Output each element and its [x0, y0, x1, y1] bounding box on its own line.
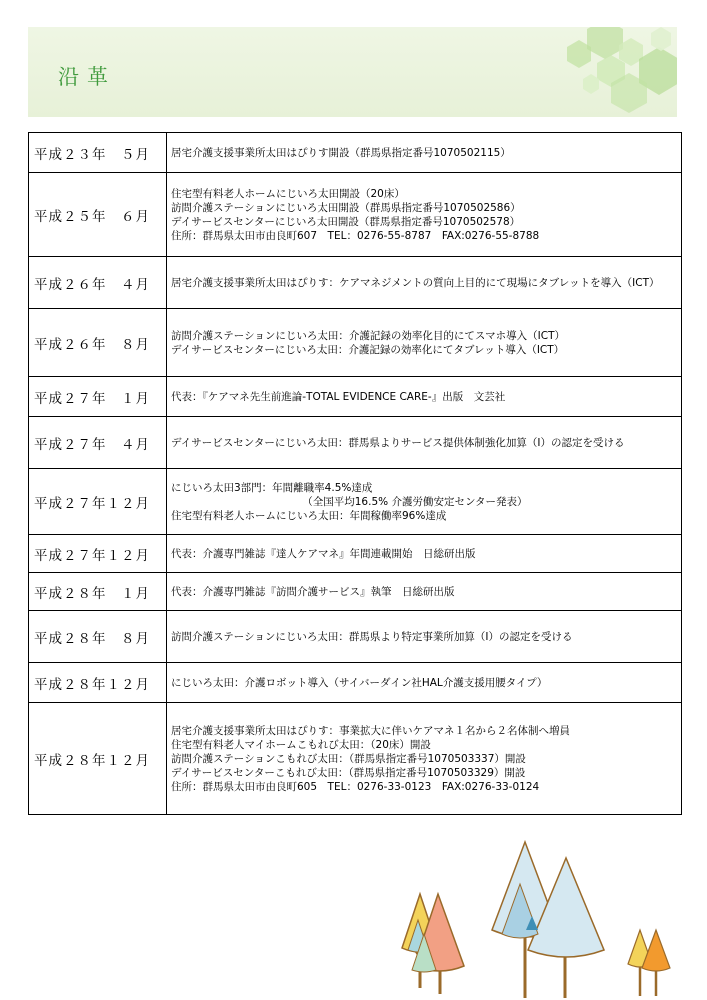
table-row: [29, 611, 682, 663]
date-cell: 平成２７年１２月: [29, 469, 167, 535]
tree-icon: [492, 842, 604, 998]
tree-icon: [628, 930, 670, 996]
description-cell: [167, 535, 682, 573]
description-line: 居宅介護支援事業所太田はぴりす開設（群馬県指定番号1070502115）: [171, 146, 511, 159]
description-cell: [167, 573, 682, 611]
description-line: 代表：介護専門雑誌『達人ケアマネ』年間連載開始 日総研出版: [171, 547, 476, 560]
description-line: 代表：介護専門雑誌『訪問介護サービス』執筆 日総研出版: [171, 585, 455, 598]
date-cell: 平成２５年 ６月: [29, 173, 167, 257]
description-cell: [167, 611, 682, 663]
description-line: 住宅型有料老人ホームにじいろ太田：年間稼働率96%達成: [171, 509, 447, 522]
description-line: 居宅介護支援事業所太田はぴりす：事業拡大に伴いケアマネ１名から２名体制へ増員: [171, 724, 570, 737]
description-line: 住所：群馬県太田市由良町605 TEL：0276-33-0123 FAX:0276-33-0124: [171, 780, 540, 793]
date-cell: 平成２６年 ４月: [29, 257, 167, 309]
table-row: [29, 309, 682, 377]
date-cell: 平成２７年 １月: [29, 377, 167, 417]
table-row: [29, 469, 682, 535]
history-table: [28, 132, 682, 815]
description-line: にじいろ太田：介護ロボット導入（サイバーダイン社HAL介護支援用腰タイプ）: [171, 676, 548, 689]
description-line: 訪問介護ステーションにじいろ太田：介護記録の効率化目的にてスマホ導入（ICT）: [171, 329, 566, 342]
description-line: 住所：群馬県太田市由良町607 TEL：0276-55-8787 FAX:0276-55-8788: [171, 229, 540, 242]
table-row: [29, 377, 682, 417]
description-cell: [167, 703, 682, 815]
description-line: 訪問介護ステーションにじいろ太田：群馬県より特定事業所加算（Ⅰ）の認定を受ける: [171, 630, 573, 643]
description-cell: [167, 469, 682, 535]
description-line: デイサービスセンターにじいろ太田：介護記録の効率化にてタブレット導入（ICT）: [171, 343, 565, 356]
date-cell: 平成２６年 ８月: [29, 309, 167, 377]
date-cell: 平成２８年１２月: [29, 663, 167, 703]
table-row: [29, 173, 682, 257]
description-line: デイサービスセンターにじいろ太田開設（群馬県指定番号1070502578）: [171, 215, 521, 228]
description-line: デイサービスセンターにじいろ太田：群馬県よりサービス提供体制強化加算（Ⅰ）の認定を受ける: [171, 436, 625, 449]
description-cell: [167, 173, 682, 257]
page-title: 沿革: [58, 65, 116, 89]
trees-illustration: [390, 838, 690, 1000]
description-line: にじいろ太田3部門：年間離職率4.5%達成: [171, 481, 373, 494]
description-line: 訪問介護ステーションこもれび太田：（群馬県指定番号1070503337）開設: [171, 752, 526, 765]
date-cell: 平成２３年 ５月: [29, 133, 167, 173]
description-line: デイサービスセンターこもれび太田：（群馬県指定番号1070503329）開設: [171, 766, 526, 779]
description-cell: [167, 133, 682, 173]
description-cell: [167, 377, 682, 417]
table-row: [29, 703, 682, 815]
description-cell: [167, 309, 682, 377]
date-cell: 平成２８年 ８月: [29, 611, 167, 663]
header-banner: [28, 27, 677, 117]
description-cell: [167, 417, 682, 469]
date-cell: 平成２８年１２月: [29, 703, 167, 815]
description-line: 住宅型有料老人マイホームこもれび太田：（20床）開設: [171, 738, 431, 751]
date-cell: 平成２７年 ４月: [29, 417, 167, 469]
table-row: [29, 535, 682, 573]
table-row: [29, 573, 682, 611]
description-cell: [167, 663, 682, 703]
description-line: 住宅型有料老人ホームにじいろ太田開設（20床）: [171, 187, 405, 200]
description-line: （全国平均16.5% 介護労働安定センター発表）: [171, 495, 528, 508]
description-cell: [167, 257, 682, 309]
table-row: [29, 257, 682, 309]
table-row: [29, 663, 682, 703]
description-line: 代表：『ケアマネ先生前進論-TOTAL EVIDENCE CARE-』出版 文芸社: [171, 390, 506, 403]
description-line: 訪問介護ステーションにじいろ太田開設（群馬県指定番号1070502586）: [171, 201, 521, 214]
hexagon-cluster-icon: [527, 27, 677, 117]
table-row: [29, 417, 682, 469]
description-line: 居宅介護支援事業所太田はぴりす：ケアマネジメントの質向上目的にて現場にタブレットを導入（ICT）: [171, 276, 660, 289]
table-row: [29, 133, 682, 173]
date-cell: 平成２８年 １月: [29, 573, 167, 611]
date-cell: 平成２７年１２月: [29, 535, 167, 573]
